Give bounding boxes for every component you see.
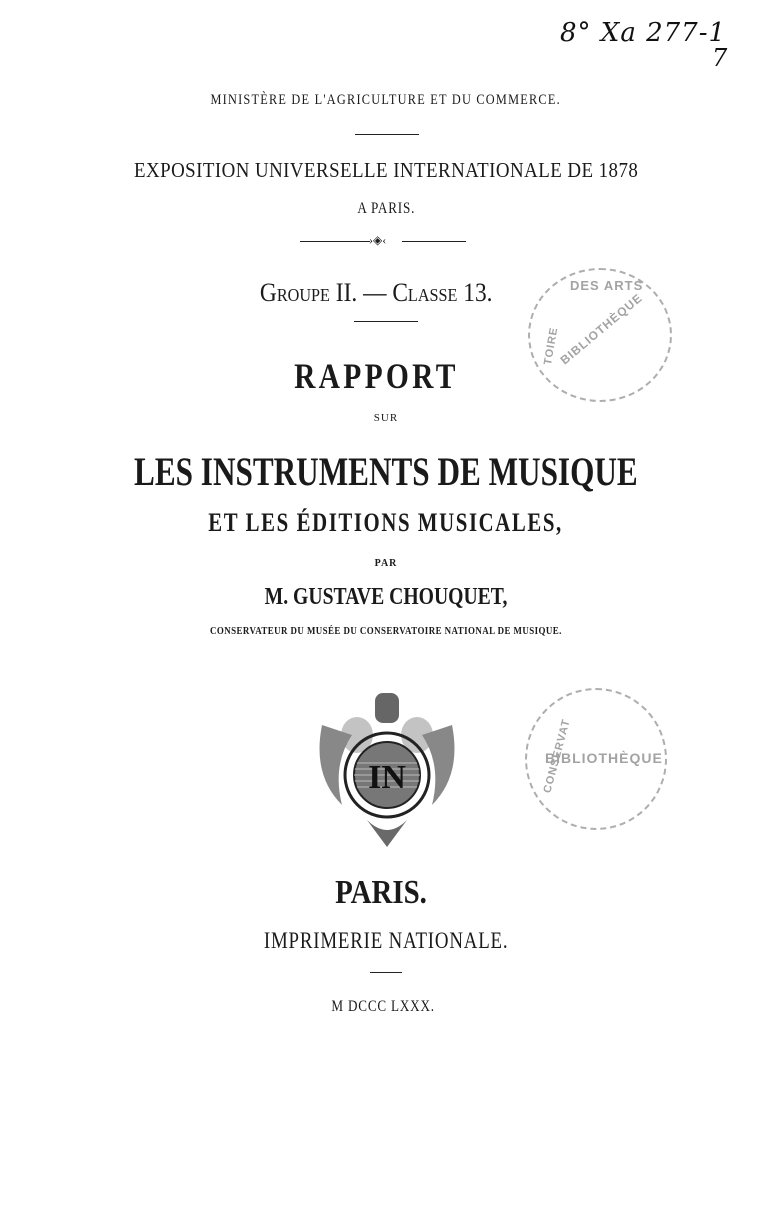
subject-line-1: LES INSTRUMENTS DE MUSIQUE — [134, 449, 638, 494]
subject-line-2: ET LES ÉDITIONS MUSICALES, — [208, 508, 564, 537]
library-stamp-top: DES ARTS BIBLIOTHÈQUE TOIRE — [528, 268, 672, 402]
author-name: M. GUSTAVE CHOUQUET, — [264, 584, 508, 610]
divider — [354, 321, 418, 322]
shelfmark-sub: 7 — [712, 44, 728, 72]
ornament-rule-left — [300, 241, 370, 242]
imprint-city: PARIS. — [335, 874, 427, 911]
ornament-rule-right — [402, 241, 466, 242]
location: A PARIS. — [357, 200, 415, 217]
imprimerie-nationale-emblem — [312, 685, 462, 850]
divider — [370, 972, 402, 973]
imprint-year: M DCCC LXXX. — [331, 998, 435, 1015]
sur-label: SUR — [373, 412, 399, 424]
divider — [355, 134, 419, 135]
emblem-monogram: IN — [368, 759, 406, 796]
library-stamp-bottom: BIBLIOTHÈQUE CONSERVAT — [525, 688, 667, 830]
report-title: RAPPORT — [293, 356, 459, 396]
author-title: CONSERVATEUR DU MUSÉE DU CONSERVATOIRE NATIONAL DE MUSIQUE. — [210, 626, 562, 637]
group-class: Groupe II. — Classe 13. — [259, 278, 493, 307]
shelfmark-main: 8° Xa 277-1 — [560, 18, 727, 48]
par-label: PAR — [374, 558, 398, 569]
exposition-heading: EXPOSITION UNIVERSELLE INTERNATIONALE DE 1878 — [133, 158, 639, 182]
ministry-heading: MINISTÈRE DE L'AGRICULTURE ET DU COMMERCE. — [210, 92, 562, 108]
imprint-publisher: IMPRIMERIE NATIONALE. — [263, 928, 509, 953]
ornament-icon: ›◈‹ — [369, 233, 387, 247]
